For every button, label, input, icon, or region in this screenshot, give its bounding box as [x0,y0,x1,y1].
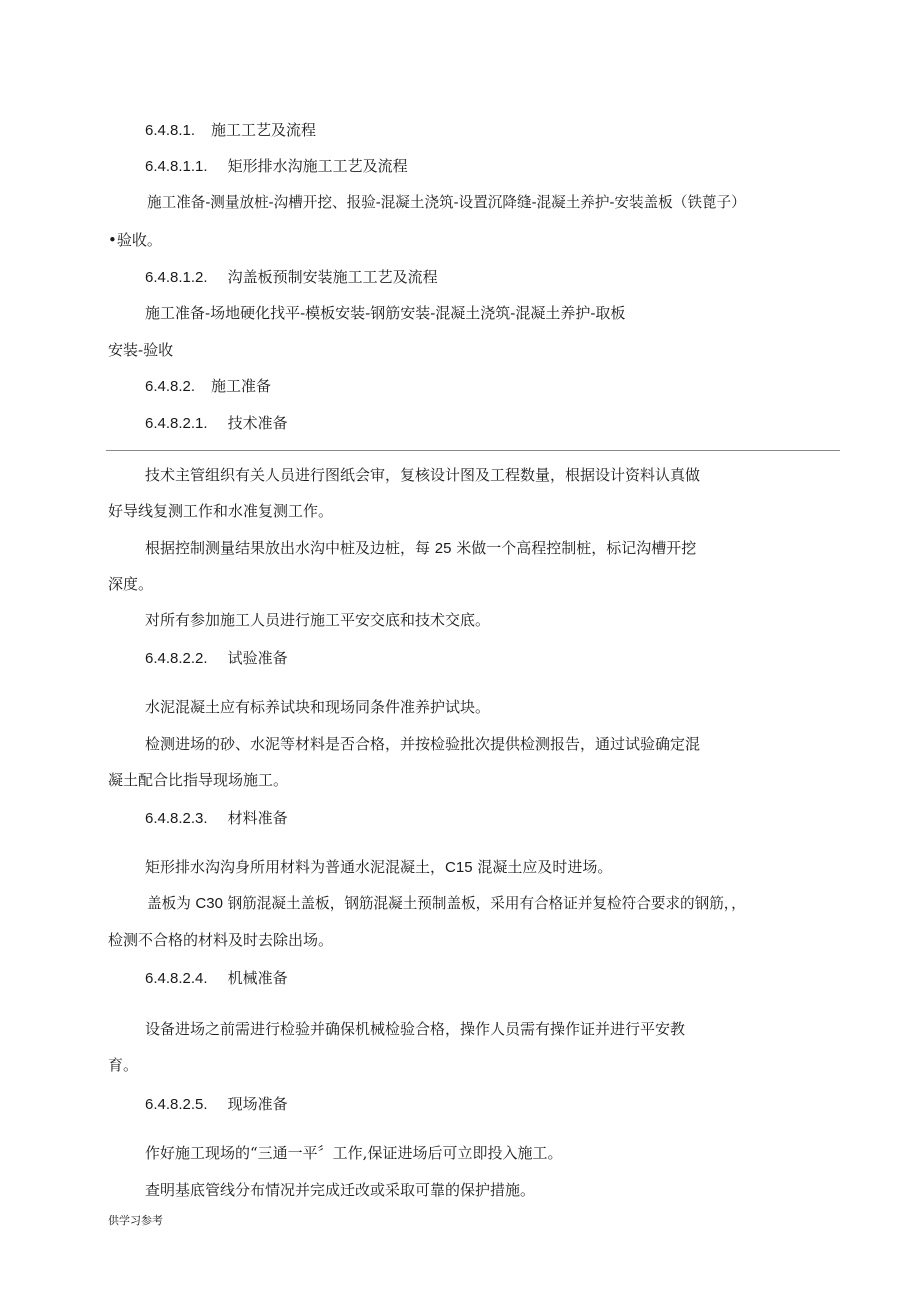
section-title: 材料准备 [227,809,288,827]
heading-6-4-8-2-1 [145,413,288,434]
section-number: 6.4.8.2.4. [145,970,208,987]
section-number: 6.4.8.2.5. [145,1096,208,1113]
paragraph-line: 安装-验收 [108,341,174,359]
text-run: 钢筋混凝土盖板，钢筋混凝土预制盖板，采用有合格证并复检符合要求的钢筋，， [222,895,746,912]
heading-6-4-8-1 [145,120,316,141]
section-number: 6.4.8.1.2. [145,269,208,286]
paragraph-line: 作好施工现场的“三通一平〞工作,保证进场后可立即投入施工。 [145,1144,563,1162]
page-footer: 供学习参考 [108,1214,163,1227]
text-number: C15 [445,859,473,876]
horizontal-divider [106,450,840,451]
paragraph-line: 设备进场之前需进行检验并确保机械检验合格，操作人员需有操作证并进行平安教 [145,1020,686,1038]
section-title: 矩形排水沟施工工艺及流程 [227,157,408,175]
section-title: 沟盖板预制安装施工工艺及流程 [227,268,438,286]
text-run: 米做一个高程控制桩，标记沟槽开挖 [451,539,697,557]
heading-6-4-8-2-2 [145,648,288,669]
section-number: 6.4.8.1. [145,122,196,139]
section-title: 现场准备 [227,1095,288,1113]
paragraph-line: 查明基底管线分布情况并完成迁改或采取可靠的保护措施。 [145,1181,536,1199]
paragraph-line: 对所有参加施工人员进行施工平安交底和技术交底。 [145,611,491,629]
section-number: 6.4.8.2.2. [145,650,208,667]
paragraph-line: 好导线复测工作和水准复测工作。 [108,502,334,520]
paragraph-line [145,857,612,878]
paragraph-line: 检测进场的砂、水泥等材料是否合格，并按检验批次提供检测报告，通过试验确定混 [145,735,701,753]
section-number: 6.4.8.2.1. [145,415,208,432]
paragraph-line [145,538,696,559]
text-run: 矩形排水沟沟身所用材料为普通水泥混凝土， [145,858,446,876]
section-title: 施工准备 [211,377,272,395]
paragraph-line: 施工准备-场地硬化找平-模板安装-钢筋安装-混凝土浇筑-混凝土养护-取板 [145,304,626,322]
paragraph-line: 凝土配合比指导现场施工。 [108,771,289,789]
paragraph-line: •验收。 [108,231,162,249]
paragraph-line: 深度。 [108,575,154,593]
paragraph-line: 施工准备-测量放桩-沟槽开挖、报验-混凝土浇筑-设置沉降缝-混凝土养护-安装盖板（铁蓖子） [147,194,746,211]
section-title: 施工工艺及流程 [211,121,317,139]
section-number: 6.4.8.2.3. [145,810,208,827]
text-number: 25 [434,540,452,557]
paragraph-line: 育。 [108,1056,139,1074]
paragraph-line: 水泥混凝土应有标养试块和现场同条件准养护试块。 [145,698,491,716]
heading-6-4-8-1-2 [145,267,438,288]
text-run: 盖板为 [147,895,196,912]
heading-6-4-8-1-1 [145,156,408,177]
paragraph-line: 检测不合格的材料及时去除出场。 [108,931,334,949]
heading-6-4-8-2-4 [145,968,288,989]
heading-6-4-8-2-5 [145,1094,288,1115]
text-number: C30 [195,895,223,912]
section-number: 6.4.8.1.1. [145,158,208,175]
heading-6-4-8-2 [145,376,271,397]
text-run: 根据控制测量结果放出水沟中桩及边桩，每 [145,539,435,557]
section-title: 试验准备 [227,649,288,667]
text-run: 混凝土应及时进场。 [472,858,613,876]
heading-6-4-8-2-3 [145,808,288,829]
section-title: 技术准备 [227,414,288,432]
paragraph-line: 技术主管组织有关人员进行图纸会审，复核设计图及工程数量，根据设计资料认真做 [145,466,701,484]
section-number: 6.4.8.2. [145,378,196,395]
paragraph-line [147,894,746,914]
section-title: 机械准备 [227,969,288,987]
